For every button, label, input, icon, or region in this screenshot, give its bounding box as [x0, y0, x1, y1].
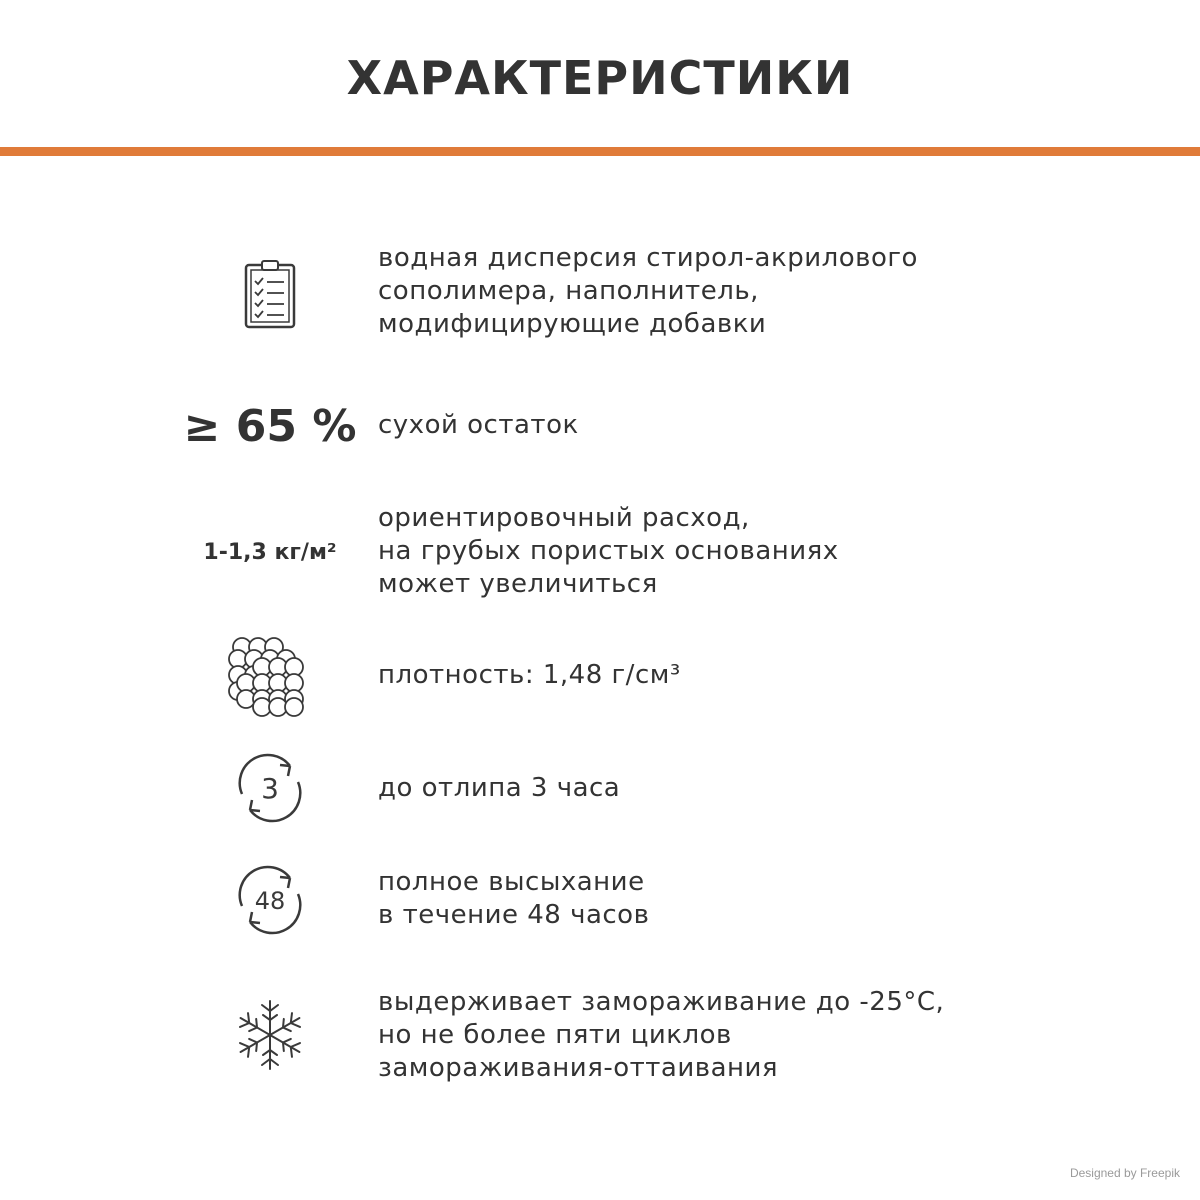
feature-text: [378, 502, 1078, 601]
dry-residue-value: ≥ 65 %: [183, 400, 357, 452]
feature-line: ориентировочный расход,: [378, 503, 750, 533]
value-container: [185, 398, 355, 454]
value-container: [185, 532, 355, 572]
feature-line: модифицирующие добавки: [378, 309, 767, 339]
accent-divider: [0, 147, 1200, 156]
feature-text: [378, 772, 1078, 805]
attribution-credit: Designed by Freepik: [1069, 1166, 1180, 1180]
cycle-arrows-icon: [185, 750, 355, 826]
snowflake-icon: [185, 995, 355, 1075]
cycle-icon-label: 48: [254, 887, 286, 915]
feature-line: полное высыхание: [378, 867, 645, 897]
feature-line: водная дисперсия стирол-акрилового: [378, 243, 918, 273]
clipboard-checklist-icon: [185, 255, 355, 335]
page-title: ХАРАКТЕРИСТИКИ: [346, 51, 854, 105]
molecule-spheres-icon: [185, 630, 355, 720]
feature-line: выдерживает замораживание до -25°C,: [378, 987, 945, 1017]
feature-line: плотность: 1,48 г/см³: [378, 660, 681, 690]
feature-line: в течение 48 часов: [378, 900, 650, 930]
feature-line: но не более пяти циклов: [378, 1020, 732, 1050]
cycle-arrows-icon: [185, 862, 355, 938]
feature-text: [378, 409, 1078, 442]
consumption-value: 1-1,3 кг/м²: [203, 539, 337, 565]
feature-text: [378, 866, 1078, 932]
feature-text: [378, 242, 1078, 341]
feature-line: сополимера, наполнитель,: [378, 276, 759, 306]
feature-line: на грубых пористых основаниях: [378, 536, 839, 566]
feature-text: [378, 986, 1078, 1085]
feature-line: может увеличиться: [378, 569, 658, 599]
feature-text: [378, 659, 1078, 692]
feature-line: замораживания-оттаивания: [378, 1053, 779, 1083]
feature-line: до отлипа 3 часа: [378, 773, 621, 803]
feature-line: сухой остаток: [378, 410, 579, 440]
cycle-icon-label: 3: [261, 772, 279, 805]
